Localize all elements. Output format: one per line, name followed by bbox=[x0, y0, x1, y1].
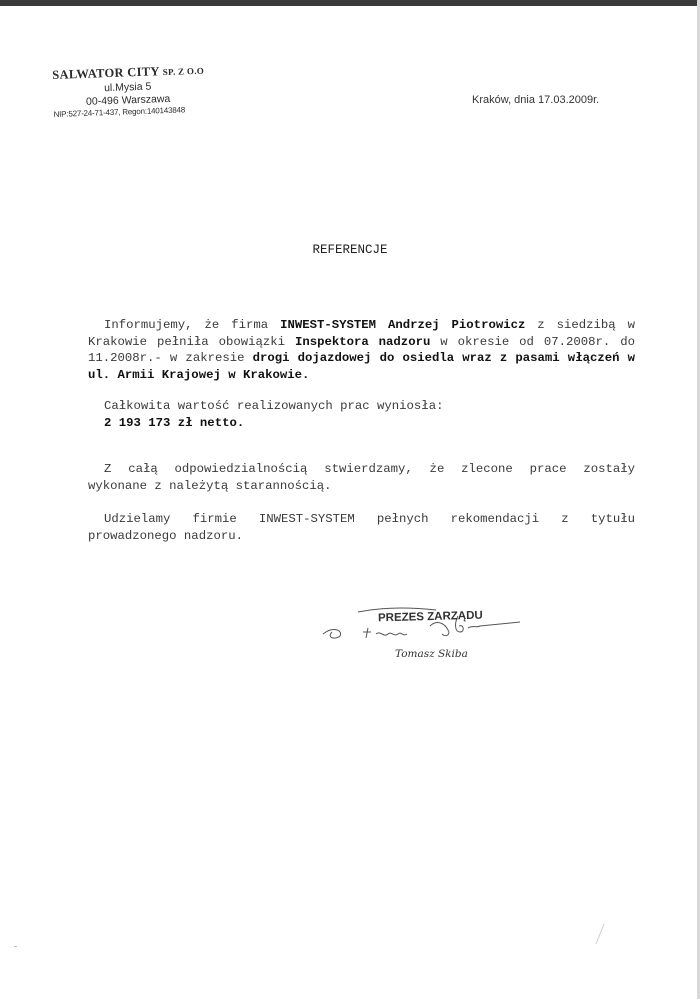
stamp-registration: NIP:527-24-71-437, Regon:140143848 bbox=[53, 105, 186, 119]
scan-mark bbox=[593, 922, 607, 946]
p1-scope: drogi dojazdowej do osiedla wraz z pasami włączeń w ul. Armii Krajowej w Krakowie. bbox=[88, 351, 635, 382]
p1-text-1: Informujemy, że firma bbox=[104, 318, 281, 332]
paragraph-2 bbox=[104, 398, 635, 431]
p1-role: Inspektora nadzoru bbox=[294, 334, 431, 349]
paragraph-4: Udzielamy firmie INWEST-SYSTEM pełnych rekomendacji z tytułu prowadzonego nadzoru. bbox=[88, 512, 635, 543]
p1-text-3: w okresie od 07.2008r. do 11.2008r.- w zakresie bbox=[88, 334, 635, 365]
p2-text: Całkowita wartość realizowanych prac wyniosła: bbox=[104, 399, 444, 413]
p2-amount: 2 193 173 zł netto. bbox=[104, 415, 245, 430]
stamp-company-suffix: SP. Z O.O bbox=[162, 65, 205, 78]
stamp-street: ul.Mysia 5 bbox=[103, 80, 152, 94]
paragraph-1 bbox=[88, 317, 635, 383]
document-date: Kraków, dnia 17.03.2009r. bbox=[472, 94, 600, 106]
signer-role: PREZES ZARZĄDU bbox=[377, 609, 483, 625]
signature-block bbox=[318, 604, 528, 674]
scan-top-edge bbox=[0, 0, 700, 6]
stamp-company-name: SALWATOR CITY bbox=[52, 64, 160, 82]
p1-text-2: z siedzibą w Krakowie pełniła obowiązki bbox=[88, 318, 635, 349]
document-title: REFERENCJE bbox=[312, 243, 388, 257]
company-stamp bbox=[52, 62, 224, 120]
paragraph-3: Z całą odpowiedzialnością stwierdzamy, że zlecone prace zostały wykonane z należytą starannością. bbox=[88, 462, 635, 493]
signer-name: Tomasz Skiba bbox=[395, 648, 468, 660]
scan-dot bbox=[14, 946, 17, 947]
stamp-city: 00-496 Warszawa bbox=[85, 92, 171, 108]
p1-company: INWEST-SYSTEM Andrzej Piotrowicz bbox=[280, 318, 526, 332]
